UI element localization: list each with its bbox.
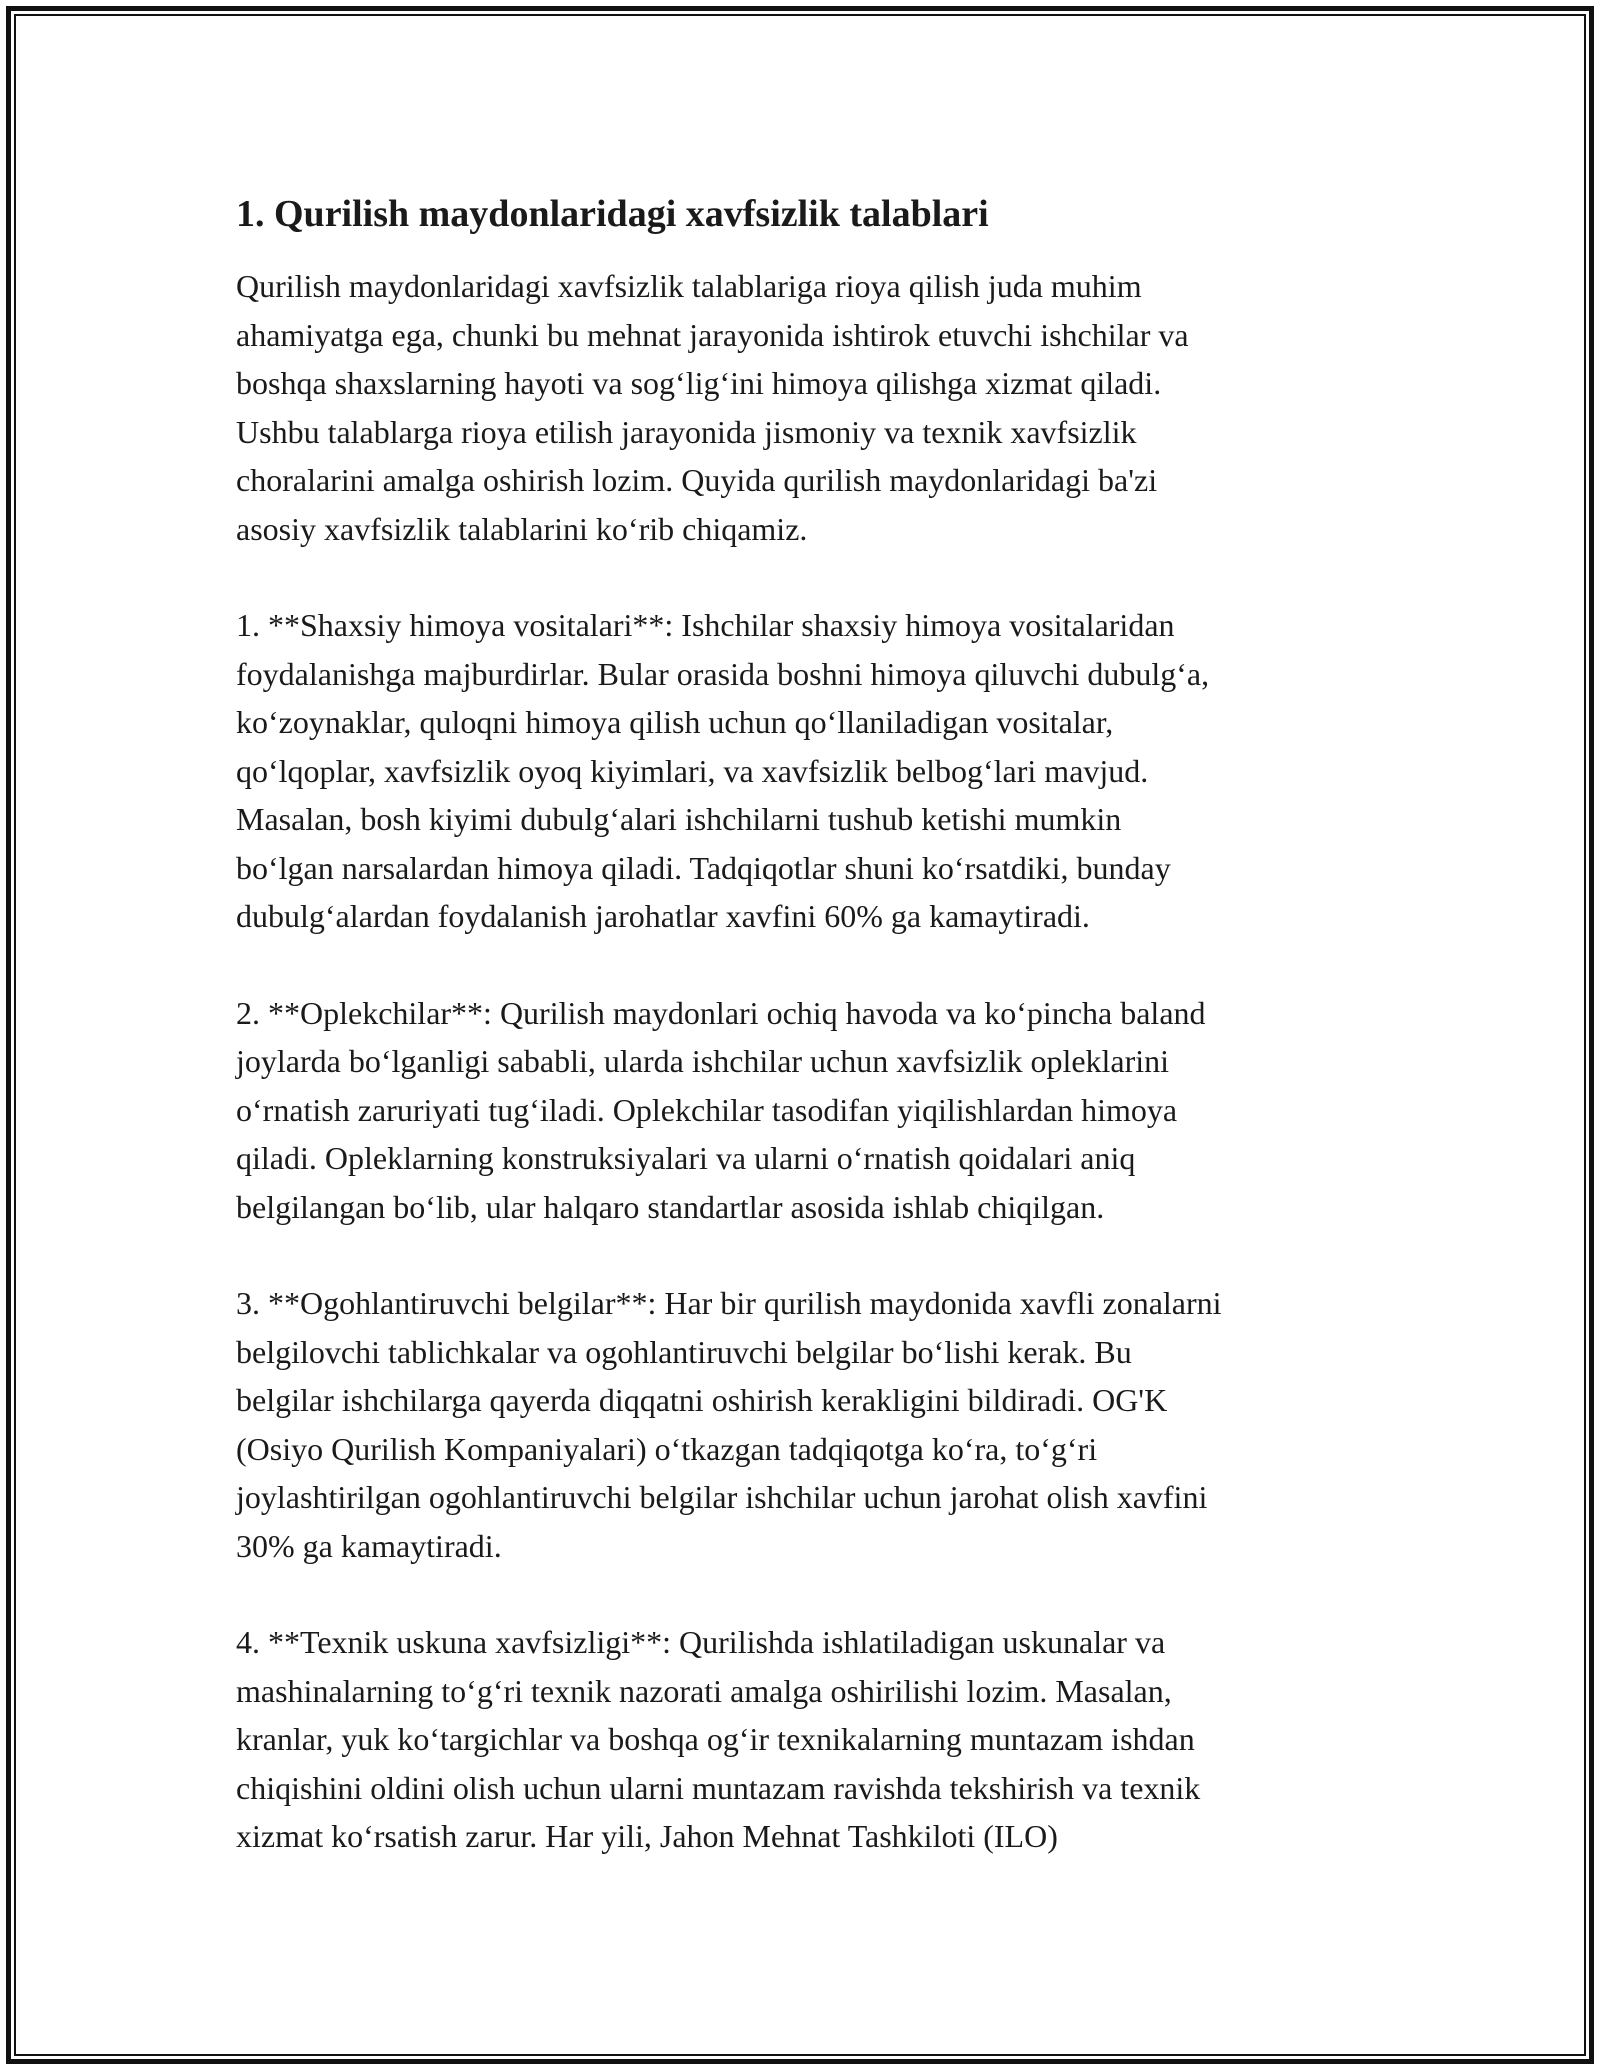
text-line: Masalan, bosh kiyimi dubulg‘alari ishchilarni tushub ketishi mumkin (236, 801, 1122, 837)
text-line: bo‘lgan narsalardan himoya qiladi. Tadqiqotlar shuni ko‘rsatdiki, bunday (236, 849, 1171, 886)
item-paragraph-3 (236, 1279, 1386, 1570)
item-paragraph-4 (236, 1618, 1386, 1861)
document-title: 1. Qurilish maydonlaridagi xavfsizlik talablari (236, 193, 989, 235)
text-line: (Osiyo Qurilish Kompaniyalari) o‘tkazgan tadqiqotga ko‘ra, to‘g‘ri (236, 1430, 1098, 1467)
text-line: qiladi. Opleklarning konstruksiyalari va ularni o‘rnatish qoidalari aniq (236, 1140, 1136, 1176)
item-paragraph-2 (236, 989, 1386, 1232)
text-line: choralarini amalga oshirish lozim. Quyida qurilish maydonlaridagi ba'zi (236, 462, 1158, 498)
text-line: belgilovchi tablichkalar va ogohlantiruvchi belgilar bo‘lishi kerak. Bu (236, 1333, 1132, 1370)
document-body (236, 188, 1386, 1909)
item-paragraph-1 (236, 601, 1386, 941)
text-line: chiqishini oldini olish uchun ularni muntazam ravishda tekshirish va texnik (236, 1769, 1201, 1806)
text-line: boshqa shaxslarning hayoti va sog‘lig‘ini himoya qilishga xizmat qiladi. (236, 365, 1162, 401)
text-line: joylashtirilgan ogohlantiruvchi belgilar ishchilar uchun jarohat olish xavfini (236, 1479, 1208, 1515)
text-line: qo‘lqoplar, xavfsizlik oyoq kiyimlari, va xavfsizlik belbog‘lari mavjud. (236, 752, 1149, 789)
text-line: 30% ga kamaytiradi. (236, 1527, 502, 1564)
text-line: o‘rnatish zaruriyati tug‘iladi. Oplekchilar tasodifan yiqilishlardan himoya (236, 1091, 1178, 1128)
text-line: asosiy xavfsizlik talablarini ko‘rib chiqamiz. (236, 510, 808, 547)
text-line: xizmat ko‘rsatish zarur. Har yili, Jahon Mehnat Tashkiloti (ILO) (236, 1818, 1058, 1854)
text-line: dubulg‘alardan foydalanish jarohatlar xavfini 60% ga kamaytiradi. (236, 898, 1090, 934)
text-line: 2. **Oplekchilar**: Qurilish maydonlari ochiq havoda va ko‘pincha baland (236, 994, 1206, 1031)
text-line: 1. **Shaxsiy himoya vositalari**: Ishchilar shaxsiy himoya vositalaridan (236, 607, 1175, 643)
text-line: ahamiyatga ega, chunki bu mehnat jarayonida ishtirok etuvchi ishchilar va (236, 316, 1189, 353)
text-line: Qurilish maydonlaridagi xavfsizlik talablariga rioya qilish juda muhim (236, 268, 1142, 304)
text-line: ko‘zoynaklar, quloqni himoya qilish uchun qo‘llaniladigan vositalar, (236, 704, 1114, 740)
text-line: kranlar, yuk ko‘targichlar va boshqa og‘ir texnikalarning muntazam ishdan (236, 1721, 1195, 1757)
text-line: mashinalarning to‘g‘ri texnik nazorati amalga oshirilishi lozim. Masalan, (236, 1672, 1172, 1709)
text-line: joylarda bo‘lganligi sababli, ularda ishchilar uchun xavfsizlik opleklarini (236, 1043, 1170, 1079)
text-line: 3. **Ogohlantiruvchi belgilar**: Har bir qurilish maydonida xavfli zonalarni (236, 1285, 1222, 1321)
text-line: Ushbu talablarga rioya etilish jarayonida jismoniy va texnik xavfsizlik (236, 413, 1137, 450)
text-line: belgilar ishchilarga qayerda diqqatni oshirish kerakligini bildiradi. OG'K (236, 1382, 1168, 1418)
intro-paragraph (236, 262, 1386, 553)
text-line: 4. **Texnik uskuna xavfsizligi**: Qurilishda ishlatiladigan uskunalar va (236, 1624, 1166, 1660)
text-line: foydalanishga majburdirlar. Bular orasida boshni himoya qiluvchi dubulg‘a, (236, 655, 1210, 692)
text-line: belgilangan bo‘lib, ular halqaro standartlar asosida ishlab chiqilgan. (236, 1188, 1105, 1225)
